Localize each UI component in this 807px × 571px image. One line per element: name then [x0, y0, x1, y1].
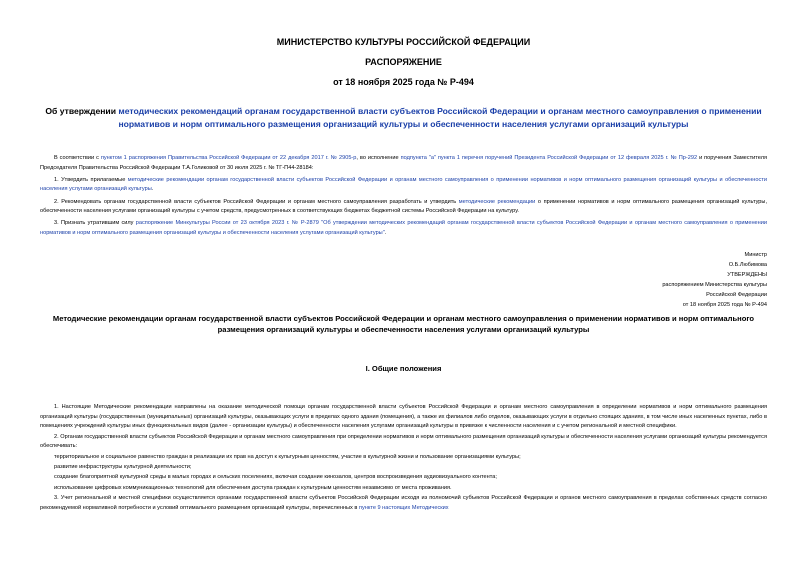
preamble-text-3: и поручения Заместителя Председателя Правительства Российской Федерации Т.А.Голиковой от 30 июля 2025 г. № ТГ-П44-28184:: [40, 155, 767, 171]
order-item-2: [40, 198, 767, 217]
approval-stamp: УТВЕРЖДЕНЫ: [727, 272, 767, 278]
item2-link-recommendations[interactable]: методические рекомендации: [458, 198, 536, 205]
item2-text-1: 2. Рекомендовать органам государственной власти субъектов Российской Федерации и органам местного самоуправления разработать и утвердить: [54, 198, 459, 205]
item1-text-1: 1. Утвердить прилагаемые: [54, 176, 128, 183]
general-bullet-1: территориальное и социальное равенство граждан в реализации их прав на доступ к культурным ценностям, участие в культурной жизни и пользование организациями культуры;: [54, 453, 521, 460]
item3-text-2: .: [384, 229, 387, 236]
approval-by-order: распоряжением Министерства культуры: [662, 282, 767, 288]
general-bullet-2: развитие инфраструктуры культурной деятельности;: [54, 463, 192, 470]
general-paragraph-2: 2. Органам государственной власти субъектов Российской Федерации и органам местного самоуправления при определении нормативов и норм оптимального размещения организаций культуры и обеспеченности населения услугами организаций культуры рекомендуется обеспечивать:: [40, 433, 767, 450]
approval-date: от 18 ноября 2025 года № Р-494: [682, 302, 767, 308]
item1-text-2: .: [151, 186, 154, 193]
preamble-link-president-instructions[interactable]: подпункта "а" пункта 1 перечня поручений Президента Российской Федерации от 12 февраля 2025 г. № Пр-292: [400, 155, 698, 161]
signatory-position: Министр: [744, 252, 767, 258]
general-paragraph-1: 1. Настоящие Методические рекомендации направлены на оказание методической помощи органам государственной власти субъектов Российской Федерации и органам местного самоуправления в определении нормативов и норм оптимального размещения организаций культуры (государственных (муниципальных) организаций культуры, оказывающих услуги в пределах одного здания (помещения), а также их филиалов либо отделов, оказывающих услуги в отдельно стоящих зданиях, в том числе иных населенных пунктах, либо в помещениях учреждений культуры иных функциональных видов (далее - организации культуры) и обеспеченности населения услугами организаций культуры в привязке к численности населения и с учетом региональной и местной специфики.: [40, 404, 767, 430]
order-item-1: [40, 176, 767, 195]
item3-link-previous-order[interactable]: распоряжение Минкультуры России от 23 октября 2023 г. № Р-2879 "Об утверждении методических рекомендаций органам государственной власти субъектов Российской Федерации и органам местного самоуправления о применении нормативов и норм оптимального размещения организаций культуры и обеспеченности населения услугами организаций культуры": [40, 220, 767, 236]
section-title: I. Общие положения: [365, 364, 442, 373]
document-type: РАСПОРЯЖЕНИЕ: [365, 57, 442, 67]
general-bullet-4: использование цифровых коммуникационных технологий для обеспечения доступа граждан к культурным ценностям независимо от места проживания.: [54, 484, 452, 491]
general-paragraph-3-link[interactable]: пункте 9 настоящих Методических: [358, 504, 449, 511]
signatory-name: О.Б.Любимова: [728, 262, 767, 268]
signature-block: [467, 250, 767, 310]
order-item-3: [40, 219, 767, 238]
item2-text-2: о применении нормативов и норм оптимального размещения организаций культуры, обеспеченности населения услугами организаций культуры с учетом средств, предусмотренных в соответствующих бюджетах бюджетной системы Российской Федерации на культуру.: [40, 198, 767, 215]
general-paragraph-3-text: 3. Учет региональной и местной специфики осуществляется органами государственной власти субъектов Российской Федерации исходя из полномочий субъектов Российской Федерации и органов местного самоуправления в пределах собственных средств согласно рекомендуемой нормативной потребности и условий оптимального размещения организаций культуры, перечисленных в: [40, 495, 767, 511]
preamble-text-1: В соответствии с: [54, 155, 101, 161]
order-body: [40, 154, 767, 241]
general-paragraph-3: [40, 494, 767, 513]
ministry-title: МИНИСТЕРСТВО КУЛЬТУРЫ РОССИЙСКОЙ ФЕДЕРАЦИИ: [276, 37, 531, 47]
recommendations-title: Методические рекомендации органам государственной власти субъектов Российской Федерации и органам местного самоуправления о применении нормативов и норм оптимального размещения организаций культуры и обеспеченности населения услугами организаций культуры: [52, 314, 755, 334]
approval-country: Российской Федерации: [706, 292, 767, 298]
subject-prefix: Об утверждении: [45, 106, 119, 116]
document-date: от 18 ноября 2025 года № Р-494: [333, 77, 474, 87]
preamble-text-2: , во исполнение: [356, 155, 401, 161]
general-provisions: [40, 403, 767, 514]
item1-link-recommendations[interactable]: методические рекомендации органам государственной власти субъектов Российской Федерации и органам местного самоуправления о применении нормативов и норм оптимального размещения организаций культуры и обеспеченности населения услугами организаций культуры: [40, 176, 767, 193]
general-bullet-3: создание благоприятной культурной среды в малых городах и сельских поселениях, включая создание кинозалов, центров воспроизведения аудиовизуального контента;: [54, 474, 497, 481]
subject-link[interactable]: методических рекомендаций органам государственной власти субъектов Российской Федерации и органам местного самоуправления о применении нормативов и норм оптимального размещения организаций культуры и обеспеченности населения услугами организаций культуры: [118, 106, 762, 129]
item3-text-1: 3. Признать утратившим силу: [54, 220, 136, 227]
document-subject: [40, 105, 767, 131]
preamble-paragraph: [40, 154, 767, 173]
preamble-link-government-order[interactable]: пунктом 1 распоряжения Правительства Российской Федерации от 22 декабря 2017 г. № 2905-р: [100, 155, 357, 161]
